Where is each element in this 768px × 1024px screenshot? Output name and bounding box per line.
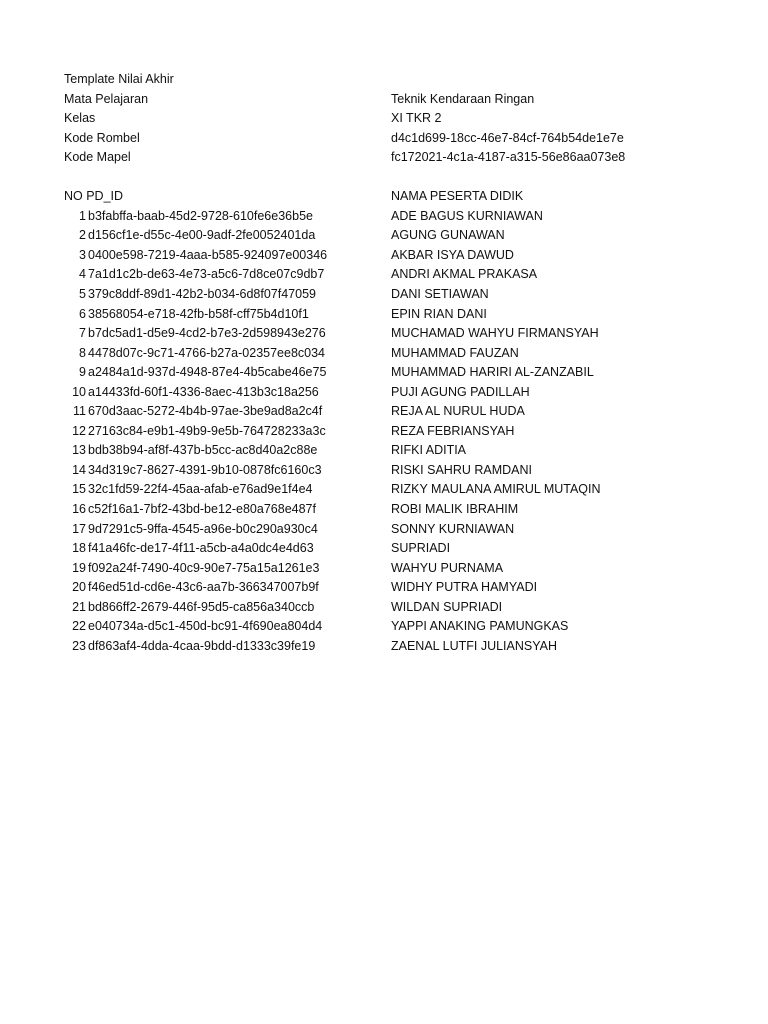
row-pd-id: 34d319c7-8627-4391-9b10-0878fc6160c3 bbox=[88, 462, 322, 477]
table-row bbox=[64, 559, 704, 579]
row-number: 9 bbox=[79, 365, 86, 380]
row-number: 19 bbox=[72, 560, 86, 575]
row-number: 2 bbox=[79, 228, 86, 243]
row-number: 15 bbox=[72, 482, 86, 497]
row-number: 3 bbox=[79, 247, 86, 262]
row-student-name: ROBI MALIK IBRAHIM bbox=[391, 502, 519, 517]
row-student-name: WILDAN SUPRIADI bbox=[391, 599, 503, 614]
row-pd-id: 670d3aac-5272-4b4b-97ae-3be9ad8a2c4f bbox=[88, 404, 323, 419]
table-row bbox=[64, 578, 704, 598]
row-student-name: REJA AL NURUL HUDA bbox=[391, 404, 525, 419]
row-pd-id: df863af4-4dda-4caa-9bdd-d1333c39fe19 bbox=[88, 638, 316, 653]
student-list bbox=[64, 207, 704, 657]
row-pd-id: 0400e598-7219-4aaa-b585-924097e00346 bbox=[88, 247, 328, 262]
row-number: 17 bbox=[72, 521, 86, 536]
meta-value: d4c1d699-18cc-46e7-84cf-764b54de1e7e bbox=[391, 130, 624, 145]
meta-label: Kode Mapel bbox=[64, 150, 131, 165]
row-student-name: PUJI AGUNG PADILLAH bbox=[391, 384, 530, 399]
meta-value: fc172021-4c1a-4187-a315-56e86aa073e8 bbox=[391, 150, 626, 165]
row-student-name: AKBAR ISYA DAWUD bbox=[391, 247, 514, 262]
row-number: 11 bbox=[73, 404, 86, 419]
row-pd-id: f46ed51d-cd6e-43c6-aa7b-366347007b9f bbox=[88, 580, 319, 595]
table-row bbox=[64, 383, 704, 403]
table-row bbox=[64, 265, 704, 285]
table-row bbox=[64, 363, 704, 383]
row-student-name: MUHAMMAD FAUZAN bbox=[391, 345, 519, 360]
row-pd-id: 38568054-e718-42fb-b58f-cff75b4d10f1 bbox=[88, 306, 309, 321]
row-pd-id: c52f16a1-7bf2-43bd-be12-e80a768e487f bbox=[88, 502, 316, 517]
row-number: 12 bbox=[72, 423, 86, 438]
row-pd-id: 4478d07c-9c71-4766-b27a-02357ee8c034 bbox=[88, 345, 326, 360]
title-row bbox=[64, 70, 704, 90]
spacer bbox=[64, 168, 704, 188]
table-row bbox=[64, 226, 704, 246]
table-row bbox=[64, 617, 704, 637]
meta-row bbox=[64, 109, 704, 129]
table-row bbox=[64, 422, 704, 442]
row-student-name: RIFKI ADITIA bbox=[391, 443, 467, 458]
table-row bbox=[64, 402, 704, 422]
table-row bbox=[64, 520, 704, 540]
row-number: 6 bbox=[79, 306, 86, 321]
document-sheet bbox=[64, 70, 704, 656]
table-row bbox=[64, 480, 704, 500]
meta-value: Teknik Kendaraan Ringan bbox=[391, 91, 535, 106]
row-student-name: ADE BAGUS KURNIAWAN bbox=[391, 208, 543, 223]
table-row bbox=[64, 285, 704, 305]
row-pd-id: d156cf1e-d55c-4e00-9adf-2fe0052401da bbox=[88, 228, 316, 243]
row-student-name: RISKI SAHRU RAMDANI bbox=[391, 462, 532, 477]
row-number: 8 bbox=[79, 345, 86, 360]
row-pd-id: a2484a1d-937d-4948-87e4-4b5cabe46e75 bbox=[88, 365, 327, 380]
row-number: 21 bbox=[72, 599, 86, 614]
row-number: 10 bbox=[72, 384, 86, 399]
row-number: 18 bbox=[72, 541, 86, 556]
table-row bbox=[64, 461, 704, 481]
row-number: 13 bbox=[72, 443, 86, 458]
row-number: 20 bbox=[72, 580, 86, 595]
row-student-name: ANDRI AKMAL PRAKASA bbox=[391, 267, 538, 282]
table-row bbox=[64, 598, 704, 618]
meta-row bbox=[64, 148, 704, 168]
row-student-name: SONNY KURNIAWAN bbox=[391, 521, 515, 536]
row-pd-id: f41a46fc-de17-4f11-a5cb-a4a0dc4e4d63 bbox=[88, 541, 314, 556]
meta-row bbox=[64, 90, 704, 110]
row-pd-id: bd866ff2-2679-446f-95d5-ca856a340ccb bbox=[88, 599, 315, 614]
row-pd-id: b3fabffa-baab-45d2-9728-610fe6e36b5e bbox=[88, 208, 313, 223]
row-student-name: EPIN RIAN DANI bbox=[391, 306, 487, 321]
row-pd-id: 9d7291c5-9ffa-4545-a96e-b0c290a930c4 bbox=[88, 521, 318, 536]
table-row bbox=[64, 344, 704, 364]
meta-row bbox=[64, 129, 704, 149]
row-pd-id: b7dc5ad1-d5e9-4cd2-b7e3-2d598943e276 bbox=[88, 326, 326, 341]
row-pd-id: bdb38b94-af8f-437b-b5cc-ac8d40a2c88e bbox=[88, 443, 318, 458]
row-student-name: YAPPI ANAKING PAMUNGKAS bbox=[391, 619, 569, 634]
table-header bbox=[64, 187, 704, 207]
row-student-name: ZAENAL LUTFI JULIANSYAH bbox=[391, 638, 558, 653]
row-pd-id: e040734a-d5c1-450d-bc91-4f690ea804d4 bbox=[88, 619, 323, 634]
row-student-name: SUPRIADI bbox=[391, 541, 451, 556]
row-student-name: MUCHAMAD WAHYU FIRMANSYAH bbox=[391, 326, 599, 341]
table-row bbox=[64, 441, 704, 461]
table-row bbox=[64, 207, 704, 227]
meta-label: Mata Pelajaran bbox=[64, 91, 149, 106]
table-row bbox=[64, 539, 704, 559]
row-pd-id: 27163c84-e9b1-49b9-9e5b-764728233a3c bbox=[88, 423, 326, 438]
table-row bbox=[64, 324, 704, 344]
row-student-name: RIZKY MAULANA AMIRUL MUTAQIN bbox=[391, 482, 601, 497]
table-row bbox=[64, 637, 704, 657]
meta-block bbox=[64, 90, 704, 168]
row-number: 1 bbox=[79, 208, 86, 223]
row-number: 16 bbox=[72, 502, 86, 517]
row-pd-id: 379c8ddf-89d1-42b2-b034-6d8f07f47059 bbox=[88, 287, 316, 302]
row-number: 22 bbox=[72, 619, 86, 634]
meta-label: Kelas bbox=[64, 111, 96, 126]
row-student-name: WIDHY PUTRA HAMYADI bbox=[391, 580, 538, 595]
row-student-name: MUHAMMAD HARIRI AL-ZANZABIL bbox=[391, 365, 594, 380]
table-row bbox=[64, 500, 704, 520]
meta-value: XI TKR 2 bbox=[391, 111, 442, 126]
header-name: NAMA PESERTA DIDIK bbox=[391, 189, 524, 204]
document-title: Template Nilai Akhir bbox=[64, 72, 174, 86]
meta-label: Kode Rombel bbox=[64, 130, 140, 145]
row-number: 4 bbox=[79, 267, 86, 282]
row-pd-id: f092a24f-7490-40c9-90e7-75a15a1261e3 bbox=[88, 560, 320, 575]
row-student-name: AGUNG GUNAWAN bbox=[391, 228, 505, 243]
table-row bbox=[64, 305, 704, 325]
row-pd-id: a14433fd-60f1-4336-8aec-413b3c18a256 bbox=[88, 384, 319, 399]
row-pd-id: 7a1d1c2b-de63-4e73-a5c6-7d8ce07c9db7 bbox=[88, 267, 325, 282]
row-number: 5 bbox=[79, 287, 86, 302]
row-student-name: DANI SETIAWAN bbox=[391, 287, 489, 302]
row-number: 14 bbox=[72, 462, 86, 477]
row-number: 7 bbox=[79, 326, 86, 341]
header-no-pdid: NO PD_ID bbox=[64, 189, 124, 204]
row-pd-id: 32c1fd59-22f4-45aa-afab-e76ad9e1f4e4 bbox=[88, 482, 313, 497]
row-student-name: REZA FEBRIANSYAH bbox=[391, 423, 515, 438]
row-number: 23 bbox=[72, 638, 86, 653]
table-row bbox=[64, 246, 704, 266]
row-student-name: WAHYU PURNAMA bbox=[391, 560, 504, 575]
